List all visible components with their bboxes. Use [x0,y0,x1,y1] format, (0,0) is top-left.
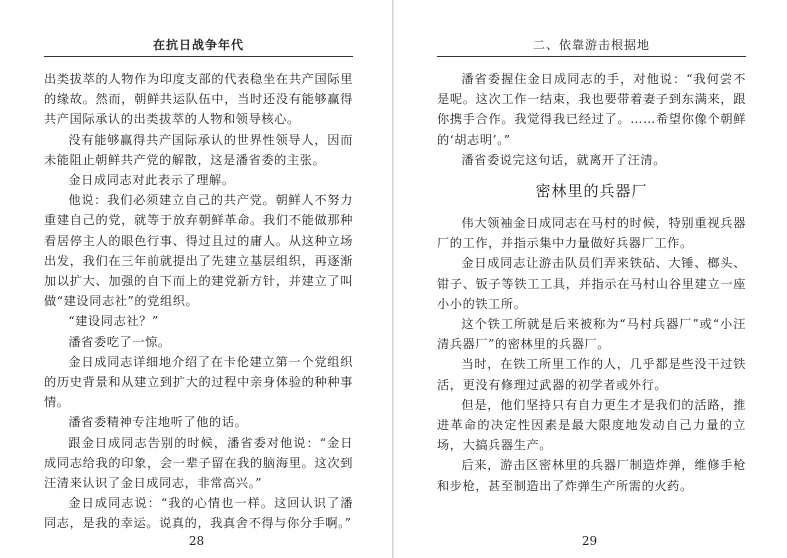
paragraph: 没有能够赢得共产国际承认的世界性领导人，因而未能阻止朝鲜共产党的解散，这是潘省委的主张。 [44,132,353,167]
paragraph: 潘省委精神专注地听了他的话。 [68,415,248,430]
paragraph: 金日成同志详细地介绍了在卡伦建立第一个党组织的历史背景和从建立到扩大的过程中亲身体验的种种事情。 [44,354,353,410]
section-title: 密林里的兵器厂 [535,182,648,201]
left-page [0,0,393,558]
paragraph: 他说：我们必须建立自己的共产党。朝鲜人不努力重建自己的党，就等于放弃朝鲜革命。我们不能做那种看居停主人的眼色行事、得过且过的庸人。从这种立场出发，我们在三年前就提出了先建立基层组织，再逐渐加以扩大、加强的自下而上的建党新方针，并建立了叫做“建设同志社”的党组织。 [44,193,353,309]
page-number-left: 28 [188,534,205,548]
right-page-body [437,69,746,496]
paragraph: 跟金日成同志告别的时候，潘省委对他说：“金日成同志给我的印象，会一辈子留在我的脑海里。这次到汪清来认识了金日成同志，非常高兴。” [44,435,353,491]
paragraph: 伟大领袖金日成同志在马村的时候，特别重视兵器厂的工作，并指示集中力量做好兵器厂工作。 [437,216,746,251]
paragraph: 金日成同志对此表示了理解。 [68,173,235,188]
right-page-header: 二、依靠游击根据地 [437,36,746,57]
paragraph: “建设同志社？” [68,314,159,329]
paragraph: 后来，游击区密林里的兵器厂制造炸弹，维修手枪和步枪，甚至制造出了炸弹生产所需的火药。 [437,458,746,493]
left-page-body [44,69,353,534]
paragraph: 潘省委握住金日成同志的手，对他说：“我何尝不是呢。这次工作一结束，我也要带着妻子到东满来，跟你携手合作。我觉得我已经过了。……希望你像个朝鲜的‘胡志明’。” [437,72,746,147]
paragraph: 潘省委说完这句话，就离开了汪清。 [461,152,666,167]
page-number-right: 29 [581,534,598,548]
paragraph: 当时，在铁工所里工作的人，几乎都是些没干过铁活，更没有修理过武器的初学者或外行。 [437,357,746,392]
paragraph: 潘省委吃了一惊。 [68,334,171,349]
paragraph: 金日成同志说：“我的心情也一样。这回认识了潘同志，是我的幸运。说真的，我真舍不得与你分手啊。” [44,496,353,531]
paragraph: 金日成同志让游击队员们弄来铁砧、大锤、榔头、钳子、钣子等铁工工具，并指示在马村山谷里建立一座小小的铁工所。 [437,256,746,311]
paragraph: 出类拔萃的人物作为印度支部的代表稳坐在共产国际里的缘故。然而，朝鲜共运队伍中，当时还没有能够赢得共产国际承认的出类拔萃的人物和领导核心。 [44,72,353,127]
right-page [393,0,786,558]
paragraph: 这个铁工所就是后来被称为“马村兵器厂”或“小汪清兵器厂”的密林里的兵器厂。 [437,317,746,352]
left-page-header: 在抗日战争年代 [44,36,353,57]
paragraph: 但是，他们坚持只有自力更生才是我们的活路，推进革命的决定性因素是最大限度地发动自己力量的立场，大搞兵器生产。 [437,397,746,453]
